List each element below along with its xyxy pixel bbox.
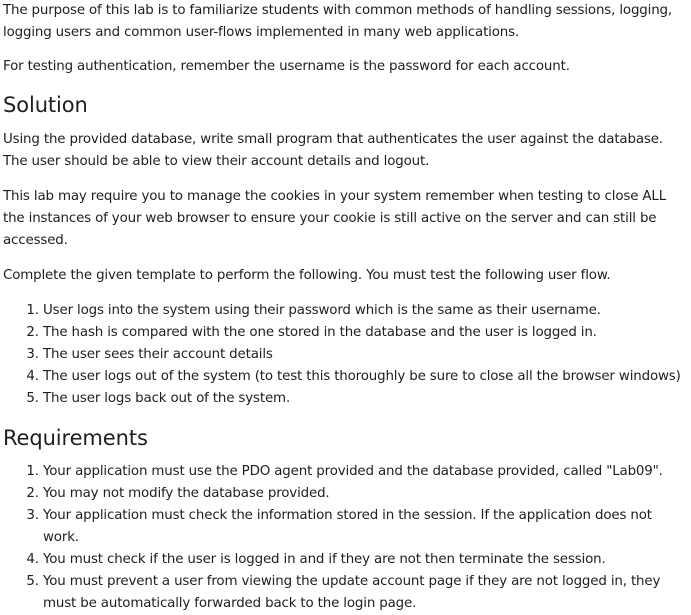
list-item: 5. You must prevent a user from viewing the update account page if they are not logged in, they must be automatically forwarded back to the login page. bbox=[43, 571, 691, 615]
list-item: 1. Your application must use the PDO agent provided and the database provided, called "Lab09". bbox=[43, 461, 691, 483]
list-item: 4. The user logs out of the system (to test this thoroughly be sure to close all the browser windows) bbox=[43, 366, 691, 388]
testing-note: For testing authentication, remember the username is the password for each account. bbox=[3, 59, 570, 74]
intro-paragraph: The purpose of this lab is to familiarize students with common methods of handling sessions, logging, logging users and common user-flows implemented in many web applications. bbox=[3, 3, 673, 40]
requirements-list bbox=[3, 461, 691, 615]
list-item: 3. Your application must check the information stored in the session. If the application does not work. bbox=[43, 505, 691, 549]
list-item: 3. The user sees their account details bbox=[43, 344, 691, 366]
list-item: 4. You must check if the user is logged in and if they are not then terminate the session. bbox=[43, 549, 691, 571]
solution-paragraph-1: Using the provided database, write small program that authenticates the user against the database. The user should be able to view their account details and logout. bbox=[3, 132, 663, 169]
solution-heading: Solution bbox=[3, 93, 88, 117]
user-flow-list bbox=[3, 300, 691, 410]
list-item: 2. The hash is compared with the one stored in the database and the user is logged in. bbox=[43, 322, 691, 344]
list-item: 5. The user logs back out of the system. bbox=[43, 388, 691, 410]
list-item: 2. You may not modify the database provided. bbox=[43, 483, 691, 505]
solution-paragraph-2: This lab may require you to manage the cookies in your system remember when testing to close ALL the instances of your web browser to ensure your cookie is still active on the server and can still be accessed. bbox=[3, 189, 667, 248]
requirements-heading: Requirements bbox=[3, 426, 148, 450]
list-item: 1. User logs into the system using their password which is the same as their username. bbox=[43, 300, 691, 322]
solution-paragraph-3: Complete the given template to perform the following. You must test the following user flow. bbox=[3, 268, 611, 283]
